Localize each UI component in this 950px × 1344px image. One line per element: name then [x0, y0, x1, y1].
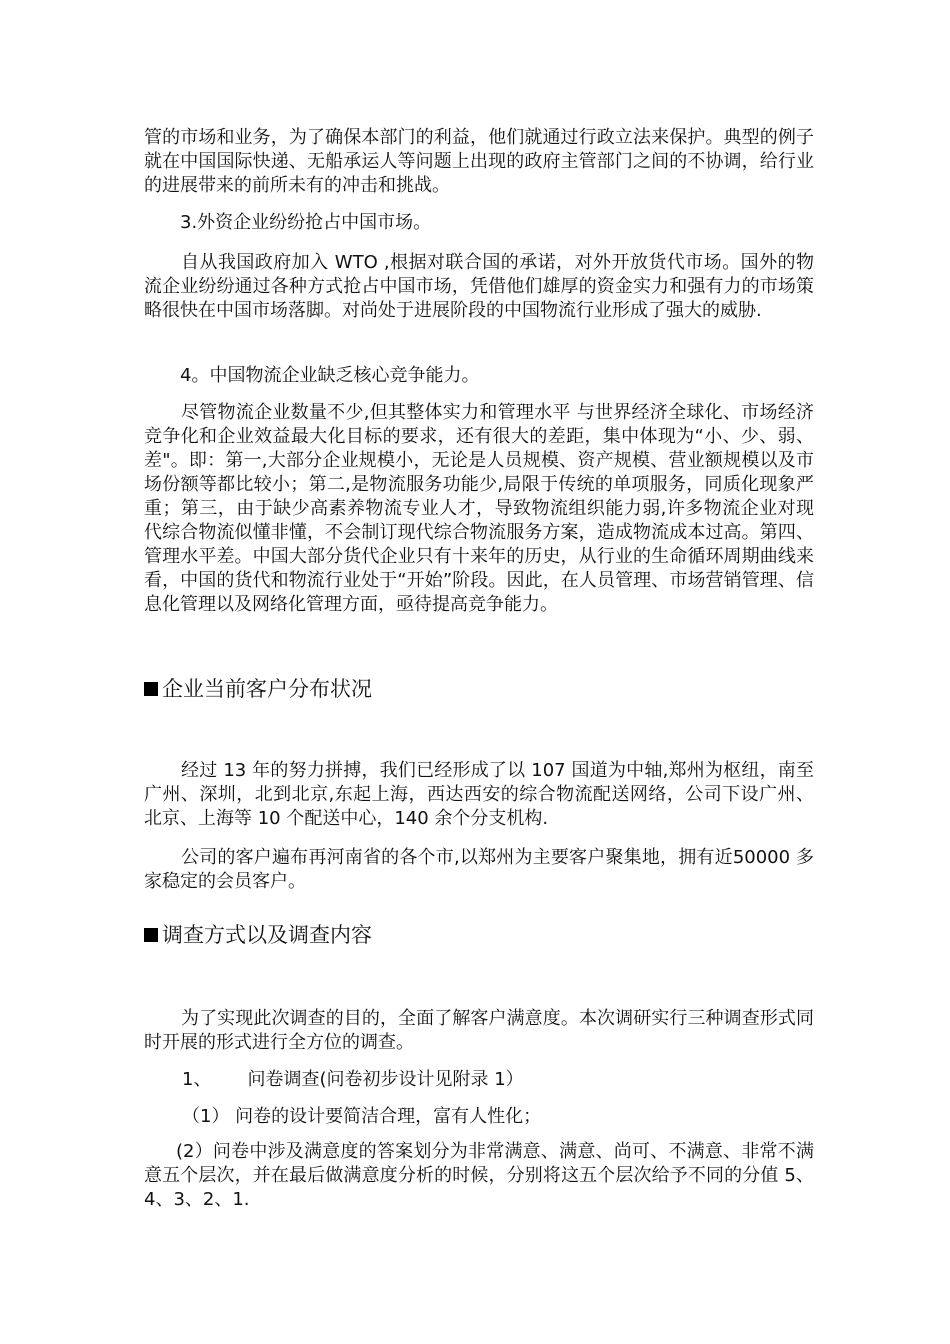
section-heading-text: 企业当前客户分布状况	[162, 677, 372, 701]
paragraph-policy-conflict: 管的市场和业务，为了确保本部门的利益，他们就通过行政立法来保护。典型的例子就在中国国际快递、无船承运人等问题上出现的政府主管部门之间的不协调，给行业的进展带来的前所未有的冲击和挑战。	[144, 127, 814, 196]
point-4-heading: 4。中国物流企业缺乏核心竞争能力。	[180, 365, 480, 386]
section-heading-text: 调查方式以及调查内容	[162, 923, 372, 947]
paragraph-customer-base: 公司的客户遍布再河南省的各个市,以郑州为主要客户聚集地，拥有近50000 多家稳定的会员客户。	[144, 847, 814, 892]
sub-item-design: （1） 问卷的设计要简洁合理，富有人性化；	[182, 1106, 542, 1127]
black-square-bullet-icon	[144, 682, 158, 696]
paragraph-delivery-network: 经过 13 年的努力拼搏，我们已经形成了以 107 国道为中轴,郑州为枢纽，南至广州、深圳，北到北京,东起上海，西达西安的综合物流配送网络，公司下设广州、北京、上海等 10 个配送中心，140 余个分支机构.	[144, 760, 814, 829]
list-item-questionnaire	[182, 1068, 524, 1092]
section-heading-survey-methods	[144, 921, 372, 949]
list-item-text: 问卷调查(问卷初步设计见附录 1）	[247, 1069, 524, 1090]
black-square-bullet-icon	[144, 928, 158, 942]
paragraph-core-competitiveness: 尽管物流企业数量不少,但其整体实力和管理水平 与世界经济全球化、市场经济竞争化和企业效益最大化目标的要求，还有很大的差距，集中体现为“小、少、弱、差"。即：第一,大部分企业规模小，无论是人员规模、资产规模、营业额规模以及市场份额等都比较小；第二,是物流服务功能少,局限于传统的单项服务，同质化现象严重；第三，由于缺少高素养物流专业人才，导致物流组织能力弱,许多物流企业对现代综合物流似懂非懂，不会制订现代综合物流服务方案，造成物流成本过高。第四、管理水平差。中国大部分货代企业只有十来年的历史，从行业的生命循环周期曲线来看，中国的货代和物流行业处于“开始”阶段。因此，在人员管理、市场营销管理、信息化管理以及网络化管理方面，亟待提高竞争能力。	[144, 402, 814, 615]
point-3-heading: 3.外资企业纷纷抢占中国市场。	[180, 212, 432, 233]
list-item-number: 1、	[182, 1069, 212, 1090]
section-heading-customer-distribution	[144, 675, 372, 703]
paragraph-survey-intro: 为了实现此次调查的目的，全面了解客户满意度。本次调研实行三种调查形式同时开展的形式进行全方位的调查。	[144, 1008, 814, 1053]
paragraph-foreign-enterprises: 自从我国政府加入 WTO ,根据对联合国的承诺，对外开放货代市场。国外的物流企业纷纷通过各种方式抢占中国市场，凭借他们雄厚的资金实力和强有力的市场策略很快在中国市场落脚。对尚处于进展阶段的中国物流行业形成了强大的威胁.	[144, 252, 814, 321]
sub-item-satisfaction-levels: (2）问卷中涉及满意度的答案划分为非常满意、满意、尚可、不满意、非常不满意五个层次，并在最后做满意度分析的时候，分别将这五个层次给予不同的分值 5、4、3、2、1.	[144, 1141, 814, 1210]
